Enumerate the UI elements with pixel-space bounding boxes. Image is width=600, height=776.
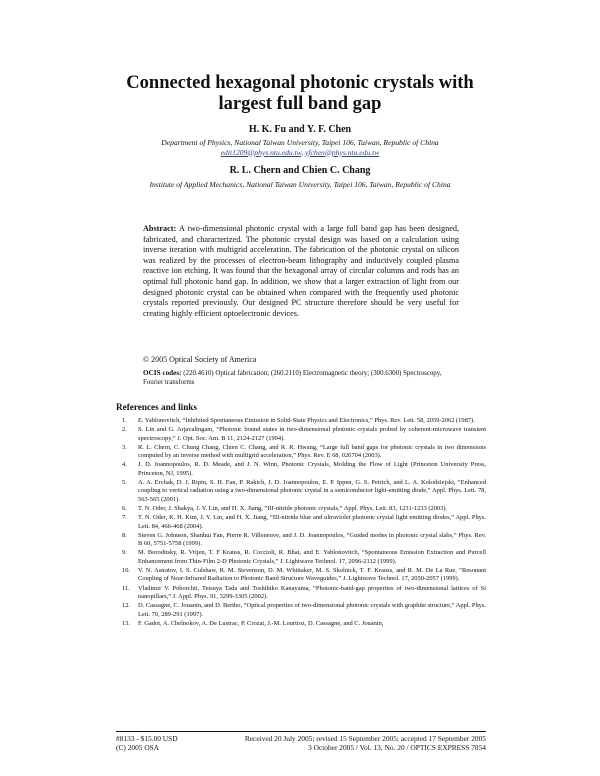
email-line <box>0 148 600 158</box>
reference-text: J. D. Joannopoulos, R. D. Meade, and J. N. Winn, Photonic Crystals, Molding the Flow of Light (Princeton University Press, Princeton, NJ, 1995). <box>138 461 486 477</box>
reference-number: 11. <box>122 584 130 592</box>
footer-row-2 <box>116 743 486 752</box>
affiliation-1-text: Department of Physics, National Taiwan University, Taipei 106, Taiwan, Republic of China <box>161 138 439 147</box>
reference-item <box>116 620 486 628</box>
footer-received: Received 20 July 2005; revised 15 September 2005; accepted 17 September 2005 <box>244 734 486 743</box>
reference-text: T. N. Oder, K. H. Kim, J. Y. Lin, and H. X. Jiang, “III-nitride blue and ultraviolet photonic crystal light emitting diodes,” Appl. Phys. Lett. 84, 466-468 (2004). <box>138 514 486 530</box>
reference-text: Steven G. Johnson, Shanhui Fan, Pierre R. Villeneuve, and J. D. Joannopoulos, “Guided modes in photonic crystal slabs,” Phys. Rev. B 60, 5751-5758 (1999). <box>138 531 486 548</box>
reference-item <box>116 505 486 513</box>
reference-item <box>116 567 486 584</box>
reference-text: E. Yablonovitch, “Inhibited Spontaneous Emission in Solid-State Physics and Electronics,” Phys. Rev. Lett. 58, 2059-2062 (1987). <box>138 417 475 424</box>
reference-number: 6. <box>122 504 127 512</box>
reference-text: F. Gadot, A. Chelnokov, A. De Lustrac, P. Crozat, J.-M. Lourtioz, D. Cassagne, and C. Jouanin, <box>138 619 384 627</box>
reference-list <box>116 417 486 629</box>
affiliation-1 <box>0 138 600 157</box>
email-link-2[interactable]: yfchen@phys.ntu.edu.tw <box>305 147 380 157</box>
reference-item <box>116 514 486 531</box>
reference-text: Vladimir V. Poborchii, Tetsuya Tada and Toshihiko Kanayama, “Photonic-band-gap properties of two-dimensional lattices of Si nanopillars,” J. Appl. Phys. 91, 3299-3305 (2002). <box>138 584 486 600</box>
reference-number: 10. <box>122 567 131 575</box>
reference-item <box>116 461 486 478</box>
ocis-codes <box>143 369 463 387</box>
paper-title <box>0 73 600 115</box>
reference-item <box>116 585 486 602</box>
reference-number: 1. <box>122 417 127 424</box>
footer-rule <box>116 731 486 732</box>
email-separator: , <box>301 147 305 157</box>
reference-item <box>116 532 486 549</box>
page-footer <box>116 734 486 752</box>
reference-text: M. Boroditsky, R. Vrijen, T. F Krauss, R. Coccioli, R. Bhat, and E. Yablonovitch, “Spontaneous Emission Extraction and Purcell Enhancement from Thin-Film 2-D Photonic Crystals,” J. Lightwave Technol. 17, 2096-2112 (1999). <box>138 549 486 565</box>
reference-item <box>116 549 486 566</box>
reference-number: 2. <box>122 426 127 434</box>
title-line-2: largest full band gap <box>218 94 382 114</box>
reference-number: 5. <box>122 479 127 487</box>
reference-number: 12. <box>122 602 131 610</box>
reference-number: 3. <box>122 443 127 451</box>
reference-text: V. N. Astratov, I. S. Culshaw, R. M. Stevenson, D. M. Whittaker, M. S. Skolnick, T. F. Krauss, and R. M. De La Rue, “Resonant Coupling of Near-Infrared Radiation to Photonic Band Structure Waveguides,” J. Lightwave Technol. 17, 2050-2057 (1999). <box>138 567 486 583</box>
reference-item <box>116 417 486 425</box>
reference-number: 13. <box>122 619 131 627</box>
affiliation-2: Institute of Applied Mechanics, National Taiwan University, Taipei 106, Taiwan, Republic of China <box>149 180 451 189</box>
reference-number: 9. <box>122 549 127 557</box>
reference-item <box>116 479 486 504</box>
title-line-1: Connected hexagonal photonic crystals with <box>126 73 474 93</box>
footer-row-1 <box>116 734 486 743</box>
abstract-text: A two-dimensional photonic crystal with a large full band gap has been designed, fabricated, and characterized. The photonic crystal design was based on a calculation using inverse iteration with multigrid acceleration. The fabrication of the photonic crystal on silicon was realized by the processes of electron-beam lithography and inductively coupled plasma reactive ion etching. It was found that the hexagonal array of circular columns and rods has an optimal full photonic band gap. In addition, we show that a larger extraction of light from our designed photonic crystal can be obtained when compared with the frequently used photonic crystals reported previously. Our designed PC structure therefore should be very useful for creating highly efficient optoelectronic devices. <box>143 224 459 318</box>
reference-number: 8. <box>122 531 127 539</box>
references-heading: References and links <box>116 402 197 412</box>
author-group-2: R. L. Chern and Chien C. Chang <box>229 165 371 176</box>
footer-price: #8133 - $15.00 USD <box>116 734 178 743</box>
abstract-label: Abstract: <box>143 224 177 233</box>
reference-item <box>116 602 486 619</box>
reference-text: D. Cassagne, C. Jouanin, and D. Bertho, “Optical properties of two-dimensional photonic crystals with graphite structure,” Appl. Phys. Lett. 70, 289-291 (1997). <box>138 602 486 618</box>
author-group-1: H. K. Fu and Y. F. Chen <box>248 124 352 135</box>
ocis-text: (220.4610) Optical fabrication; (260.2110) Electromagnetic theory; (300.6300) Spectroscopy, Fourier transforms <box>143 370 442 386</box>
ocis-label: OCIS codes: <box>143 369 182 377</box>
footer-copyright: (C) 2005 OSA <box>116 743 160 752</box>
reference-text: S. Lin and G. Arjavalingam, “Photonic bound states in two-dimensional photonic crystals probed by coherent-microwave transient spectroscopy,” J. Opt. Soc. Am. B 11, 2124-2127 (1994). <box>138 426 486 442</box>
reference-text: A. A. Erchak, D. J. Ripin, S. H. Fan, P. Rakich, J. D. Joannopoulos, E. P. Ippen, G. S. Petrich, and L. A. Kolodziejski, “Enhanced coupling to vertical radiation using a two-dimensional photonic crystal in a semiconductor light-emitting diode,” Appl. Phys. Lett. 78, 563-565 (2001). <box>138 479 486 503</box>
reference-item <box>116 444 486 461</box>
reference-text: R. L. Chern, C. Chung Chang, Chien C. Chang, and R. R. Hwang, “Large full band gaps for photonic crystals in two dimensions computed by an inverse method with multigrid acceleration,” Phys. Rev. E 68, 026704 (2003). <box>138 443 486 460</box>
reference-number: 7. <box>122 514 127 522</box>
footer-journal: 3 October 2005 / Vol. 13, No. 20 / OPTICS EXPRESS 7854 <box>308 743 486 752</box>
reference-item <box>116 426 486 443</box>
email-link-1[interactable]: edit1209@phys.ntu.edu.tw <box>220 147 302 157</box>
reference-text: T. N. Oder, J. Shakya, J. Y. Lin, and H. X. Jiang, “III-nitride photonic crystals,” Appl. Phys. Lett. 83, 1231-1233 (2003). <box>138 504 448 512</box>
copyright-notice: © 2005 Optical Society of America <box>143 355 257 364</box>
abstract <box>143 224 459 319</box>
reference-number: 4. <box>122 461 127 469</box>
